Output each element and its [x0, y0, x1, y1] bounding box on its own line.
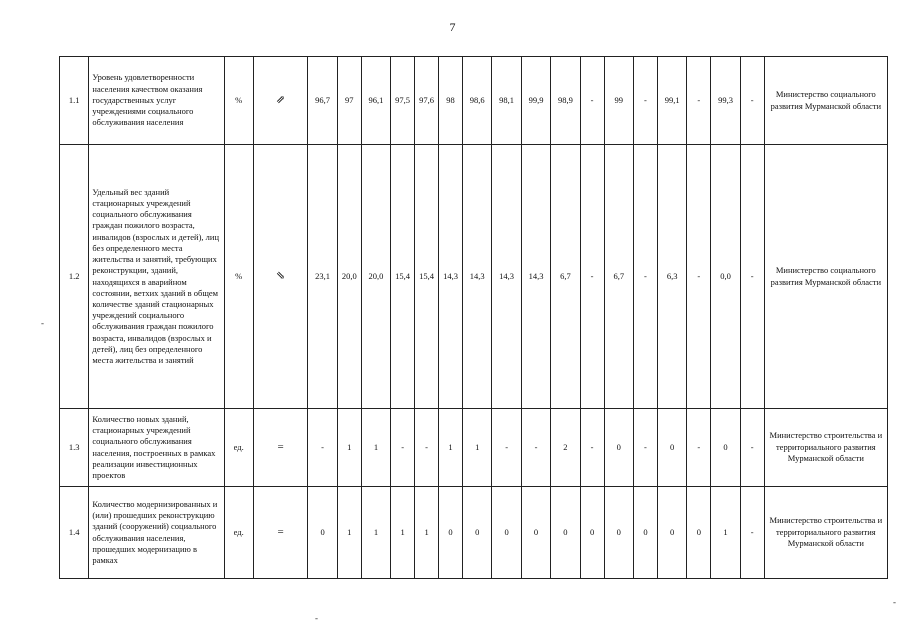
value-cell: -: [687, 409, 711, 487]
table-row: [60, 409, 888, 487]
value-cell: 1: [337, 409, 361, 487]
value-cell: 98,9: [551, 57, 580, 145]
value-cell: -: [492, 409, 521, 487]
value-cell: 98,1: [492, 57, 521, 145]
value-cell: -: [391, 409, 415, 487]
indicator-name: Уровень удовлетворенности населения качеством оказания государственных услуг учреждениями социального обслуживания населения: [89, 57, 224, 145]
value-cell: 0: [492, 487, 521, 579]
value-cell: 1: [337, 487, 361, 579]
row-number: 1.1: [60, 57, 89, 145]
value-cell: 6,3: [657, 145, 686, 409]
value-cell: 2: [551, 409, 580, 487]
value-cell: -: [633, 57, 657, 145]
responsible-body: Министерство социального развития Мурманской области: [764, 145, 887, 409]
row-number: 1.3: [60, 409, 89, 487]
value-cell: 96,7: [308, 57, 337, 145]
value-cell: 15,4: [391, 145, 415, 409]
value-cell: 0: [657, 487, 686, 579]
value-cell: 99,1: [657, 57, 686, 145]
indicator-name: Удельный вес зданий стационарных учреждений социального обслуживания граждан пожилого возраста, инвалидов (взрослых и детей), лиц без определенного места жительства и занятий, требующих реконструкции, зданий, находящихся в аварийном состоянии, ветхих зданий в общем количестве зданий стационарных учреждений социального обслуживания граждан пожилого возраста, инвалидов (взрослых и детей), лиц без определенного места жительства и занятий: [89, 145, 224, 409]
unit-cell: %: [224, 57, 253, 145]
value-cell: 1: [391, 487, 415, 579]
trend-arrow-icon: ⇘: [276, 269, 286, 282]
value-cell: 98,6: [463, 57, 492, 145]
unit-cell: ед.: [224, 487, 253, 579]
value-cell: 1: [439, 409, 463, 487]
value-cell: 0: [633, 487, 657, 579]
unit-cell: %: [224, 145, 253, 409]
value-cell: -: [521, 409, 550, 487]
value-cell: 99: [604, 57, 633, 145]
value-cell: 6,7: [604, 145, 633, 409]
value-cell: 1: [361, 487, 390, 579]
trend-arrow-icon: =: [277, 525, 284, 538]
value-cell: -: [308, 409, 337, 487]
table-row: [60, 145, 888, 409]
value-cell: 0: [711, 409, 740, 487]
trend-cell: [253, 487, 307, 579]
value-cell: -: [687, 145, 711, 409]
responsible-body: Министерство строительства и территориального развития Мурманской области: [764, 409, 887, 487]
value-cell: 0: [604, 487, 633, 579]
value-cell: 20,0: [337, 145, 361, 409]
value-cell: 1: [463, 409, 492, 487]
value-cell: 14,3: [492, 145, 521, 409]
value-cell: 98: [439, 57, 463, 145]
value-cell: 99,9: [521, 57, 550, 145]
value-cell: 1: [415, 487, 439, 579]
value-cell: 0: [657, 409, 686, 487]
responsible-body: Министерство строительства и территориального развития Мурманской области: [764, 487, 887, 579]
scan-mark: -: [315, 613, 318, 623]
value-cell: -: [740, 57, 764, 145]
value-cell: 1: [711, 487, 740, 579]
row-number: 1.4: [60, 487, 89, 579]
value-cell: -: [740, 409, 764, 487]
trend-cell: [253, 409, 307, 487]
value-cell: 0: [580, 487, 604, 579]
value-cell: -: [580, 57, 604, 145]
value-cell: 99,3: [711, 57, 740, 145]
unit-cell: ед.: [224, 409, 253, 487]
indicator-name: Количество новых зданий, стационарных учреждений социального обслуживания населения, построенных в рамках реализации инвестиционных проектов: [89, 409, 224, 487]
row-number: 1.2: [60, 145, 89, 409]
indicators-table: [59, 56, 888, 579]
value-cell: 97,6: [415, 57, 439, 145]
value-cell: -: [580, 409, 604, 487]
value-cell: 96,1: [361, 57, 390, 145]
trend-cell: [253, 145, 307, 409]
value-cell: -: [740, 145, 764, 409]
value-cell: 15,4: [415, 145, 439, 409]
value-cell: 14,3: [439, 145, 463, 409]
value-cell: 97,5: [391, 57, 415, 145]
value-cell: 23,1: [308, 145, 337, 409]
value-cell: 1: [361, 409, 390, 487]
value-cell: 0,0: [711, 145, 740, 409]
indicator-name: Количество модернизированных и (или) прошедших реконструкцию зданий (сооружений) социального обслуживания населения, прошедших модернизацию в рамках: [89, 487, 224, 579]
value-cell: -: [580, 145, 604, 409]
value-cell: 14,3: [521, 145, 550, 409]
value-cell: -: [633, 409, 657, 487]
value-cell: -: [415, 409, 439, 487]
trend-cell: [253, 57, 307, 145]
value-cell: 0: [521, 487, 550, 579]
table-row: [60, 487, 888, 579]
value-cell: 14,3: [463, 145, 492, 409]
value-cell: 0: [551, 487, 580, 579]
value-cell: 0: [687, 487, 711, 579]
value-cell: -: [633, 145, 657, 409]
scan-mark: -: [41, 318, 44, 328]
value-cell: 0: [604, 409, 633, 487]
value-cell: 0: [308, 487, 337, 579]
table-row: [60, 57, 888, 145]
value-cell: 0: [439, 487, 463, 579]
trend-arrow-icon: =: [277, 440, 284, 453]
page-number: 7: [449, 20, 456, 34]
value-cell: -: [687, 57, 711, 145]
scan-mark: -: [893, 597, 896, 607]
value-cell: 6,7: [551, 145, 580, 409]
value-cell: 20,0: [361, 145, 390, 409]
value-cell: 0: [463, 487, 492, 579]
trend-arrow-icon: ⇗: [276, 93, 286, 106]
responsible-body: Министерство социального развития Мурманской области: [764, 57, 887, 145]
value-cell: -: [740, 487, 764, 579]
value-cell: 97: [337, 57, 361, 145]
